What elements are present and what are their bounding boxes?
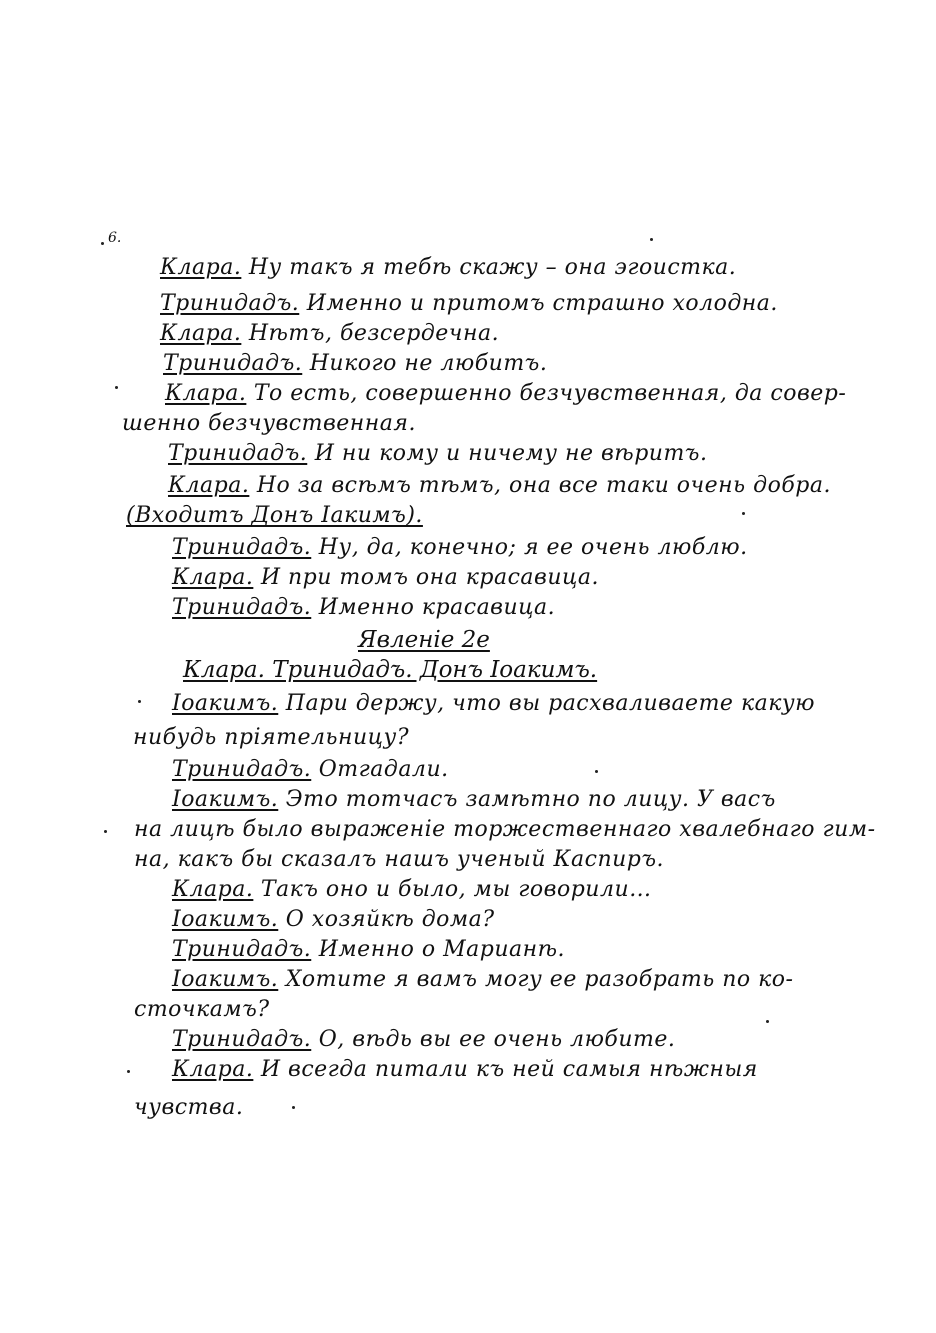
dialogue-line: [172, 936, 565, 964]
dialogue-line: [165, 380, 846, 408]
dialogue-line: [172, 534, 748, 562]
scan-speck: [138, 700, 141, 703]
speaker-name: Тринидадъ.: [160, 291, 300, 316]
speaker-name: Тринидадъ.: [172, 595, 312, 620]
scan-speck: [104, 830, 107, 833]
dialogue-line: [172, 1026, 675, 1054]
line-text: (Входитъ Донъ Іакимъ).: [126, 503, 423, 528]
speaker-name: Іоакимъ.: [172, 907, 279, 932]
dialogue-line: [172, 594, 555, 622]
dialogue-line: [172, 906, 495, 934]
line-text: Нѣтъ, безсердечна.: [241, 321, 500, 346]
speaker-name: Тринидадъ.: [172, 757, 312, 782]
line-text: О, вѣдь вы ее очень любите.: [311, 1027, 676, 1052]
speaker-name: Клара.: [160, 255, 242, 280]
dialogue-line: [172, 786, 776, 814]
speaker-name: Іоакимъ.: [172, 691, 279, 716]
line-text: Пари держу, что вы расхваливаете какую: [278, 691, 815, 716]
line-text: То есть, совершенно безчувственная, да совер-: [246, 381, 847, 406]
line-text: Такъ оно и было, мы говорили…: [253, 877, 652, 902]
speaker-name: Тринидадъ.: [172, 937, 312, 962]
scan-speck: [650, 238, 653, 241]
dialogue-line: [134, 1094, 243, 1122]
scan-speck: [742, 512, 745, 515]
speaker-name: Тринидадъ.: [163, 351, 303, 376]
line-text: Именно о Марианѣ.: [311, 937, 566, 962]
line-text: Отгадали.: [311, 757, 449, 782]
speaker-name: Клара.: [165, 381, 247, 406]
scene-characters: Клара. Тринидадъ. Донъ Іоакимъ.: [183, 657, 598, 683]
line-text: Никого не любитъ.: [302, 351, 548, 376]
line-text: чувства.: [134, 1095, 244, 1120]
dialogue-line: [134, 846, 664, 874]
speaker-name: Клара.: [168, 473, 250, 498]
line-text: Ну такъ я тебѣ скажу – она эгоистка.: [241, 255, 737, 280]
line-text: Именно и притомъ страшно холодна.: [299, 291, 778, 316]
line-text: Хотите я вамъ могу ее разобрать по ко-: [278, 967, 794, 992]
dialogue-line: [168, 440, 707, 468]
speaker-name: Тринидадъ.: [172, 535, 312, 560]
speaker-name: Іоакимъ.: [172, 967, 279, 992]
dialogue-line: [168, 472, 831, 500]
line-text: на лицѣ было выраженіе торжественнаго хвалебнаго гим-: [134, 817, 876, 842]
scene-heading: Явленіе 2е: [358, 627, 490, 653]
dialogue-line: [160, 290, 778, 318]
line-text: Именно красавица.: [311, 595, 556, 620]
dialogue-line: [172, 966, 793, 994]
dialogue-line: [172, 1056, 758, 1084]
scan-speck: [115, 386, 118, 389]
scan-speck: [127, 1070, 130, 1073]
scan-speck: [766, 1020, 769, 1023]
dialogue-line: [122, 410, 416, 438]
scan-speck: [101, 242, 104, 245]
line-text: И при томъ она красавица.: [253, 565, 599, 590]
page-number: 6.: [108, 230, 122, 246]
line-text: сточкамъ?: [134, 997, 270, 1022]
speaker-name: Тринидадъ.: [172, 1027, 312, 1052]
line-text: нибудь пріятельницу?: [133, 725, 410, 750]
line-text: шенно безчувственная.: [122, 411, 416, 436]
line-text: О хозяйкѣ дома?: [278, 907, 495, 932]
dialogue-line: [163, 350, 547, 378]
speaker-name: Клара.: [172, 1057, 254, 1082]
speaker-name: Клара.: [172, 565, 254, 590]
line-text: Но за всѣмъ тѣмъ, она все таки очень добра.: [249, 473, 831, 498]
dialogue-line: [172, 756, 449, 784]
dialogue-line: [160, 254, 736, 282]
line-text: И всегда питали къ ней самыя нѣжныя: [253, 1057, 758, 1082]
dialogue-line: [172, 564, 599, 592]
dialogue-line: [133, 724, 409, 752]
line-text: Это тотчасъ замѣтно по лицу. У васъ: [278, 787, 776, 812]
scan-speck: [292, 1106, 295, 1109]
dialogue-line: [134, 996, 270, 1024]
dialogue-line: [172, 876, 652, 904]
speaker-name: Тринидадъ.: [168, 441, 308, 466]
scan-speck: [595, 770, 598, 773]
dialogue-line: [160, 320, 499, 348]
dialogue-line: [172, 690, 815, 718]
line-text: Ну, да, конечно; я ее очень люблю.: [311, 535, 748, 560]
speaker-name: Клара.: [172, 877, 254, 902]
dialogue-line: [134, 816, 876, 844]
line-text: на, какъ бы сказалъ нашъ ученый Каспиръ.: [134, 847, 665, 872]
speaker-name: Іоакимъ.: [172, 787, 279, 812]
line-text: И ни кому и ничему не вѣритъ.: [307, 441, 708, 466]
speaker-name: Клара.: [160, 321, 242, 346]
stage-direction: [126, 502, 423, 530]
